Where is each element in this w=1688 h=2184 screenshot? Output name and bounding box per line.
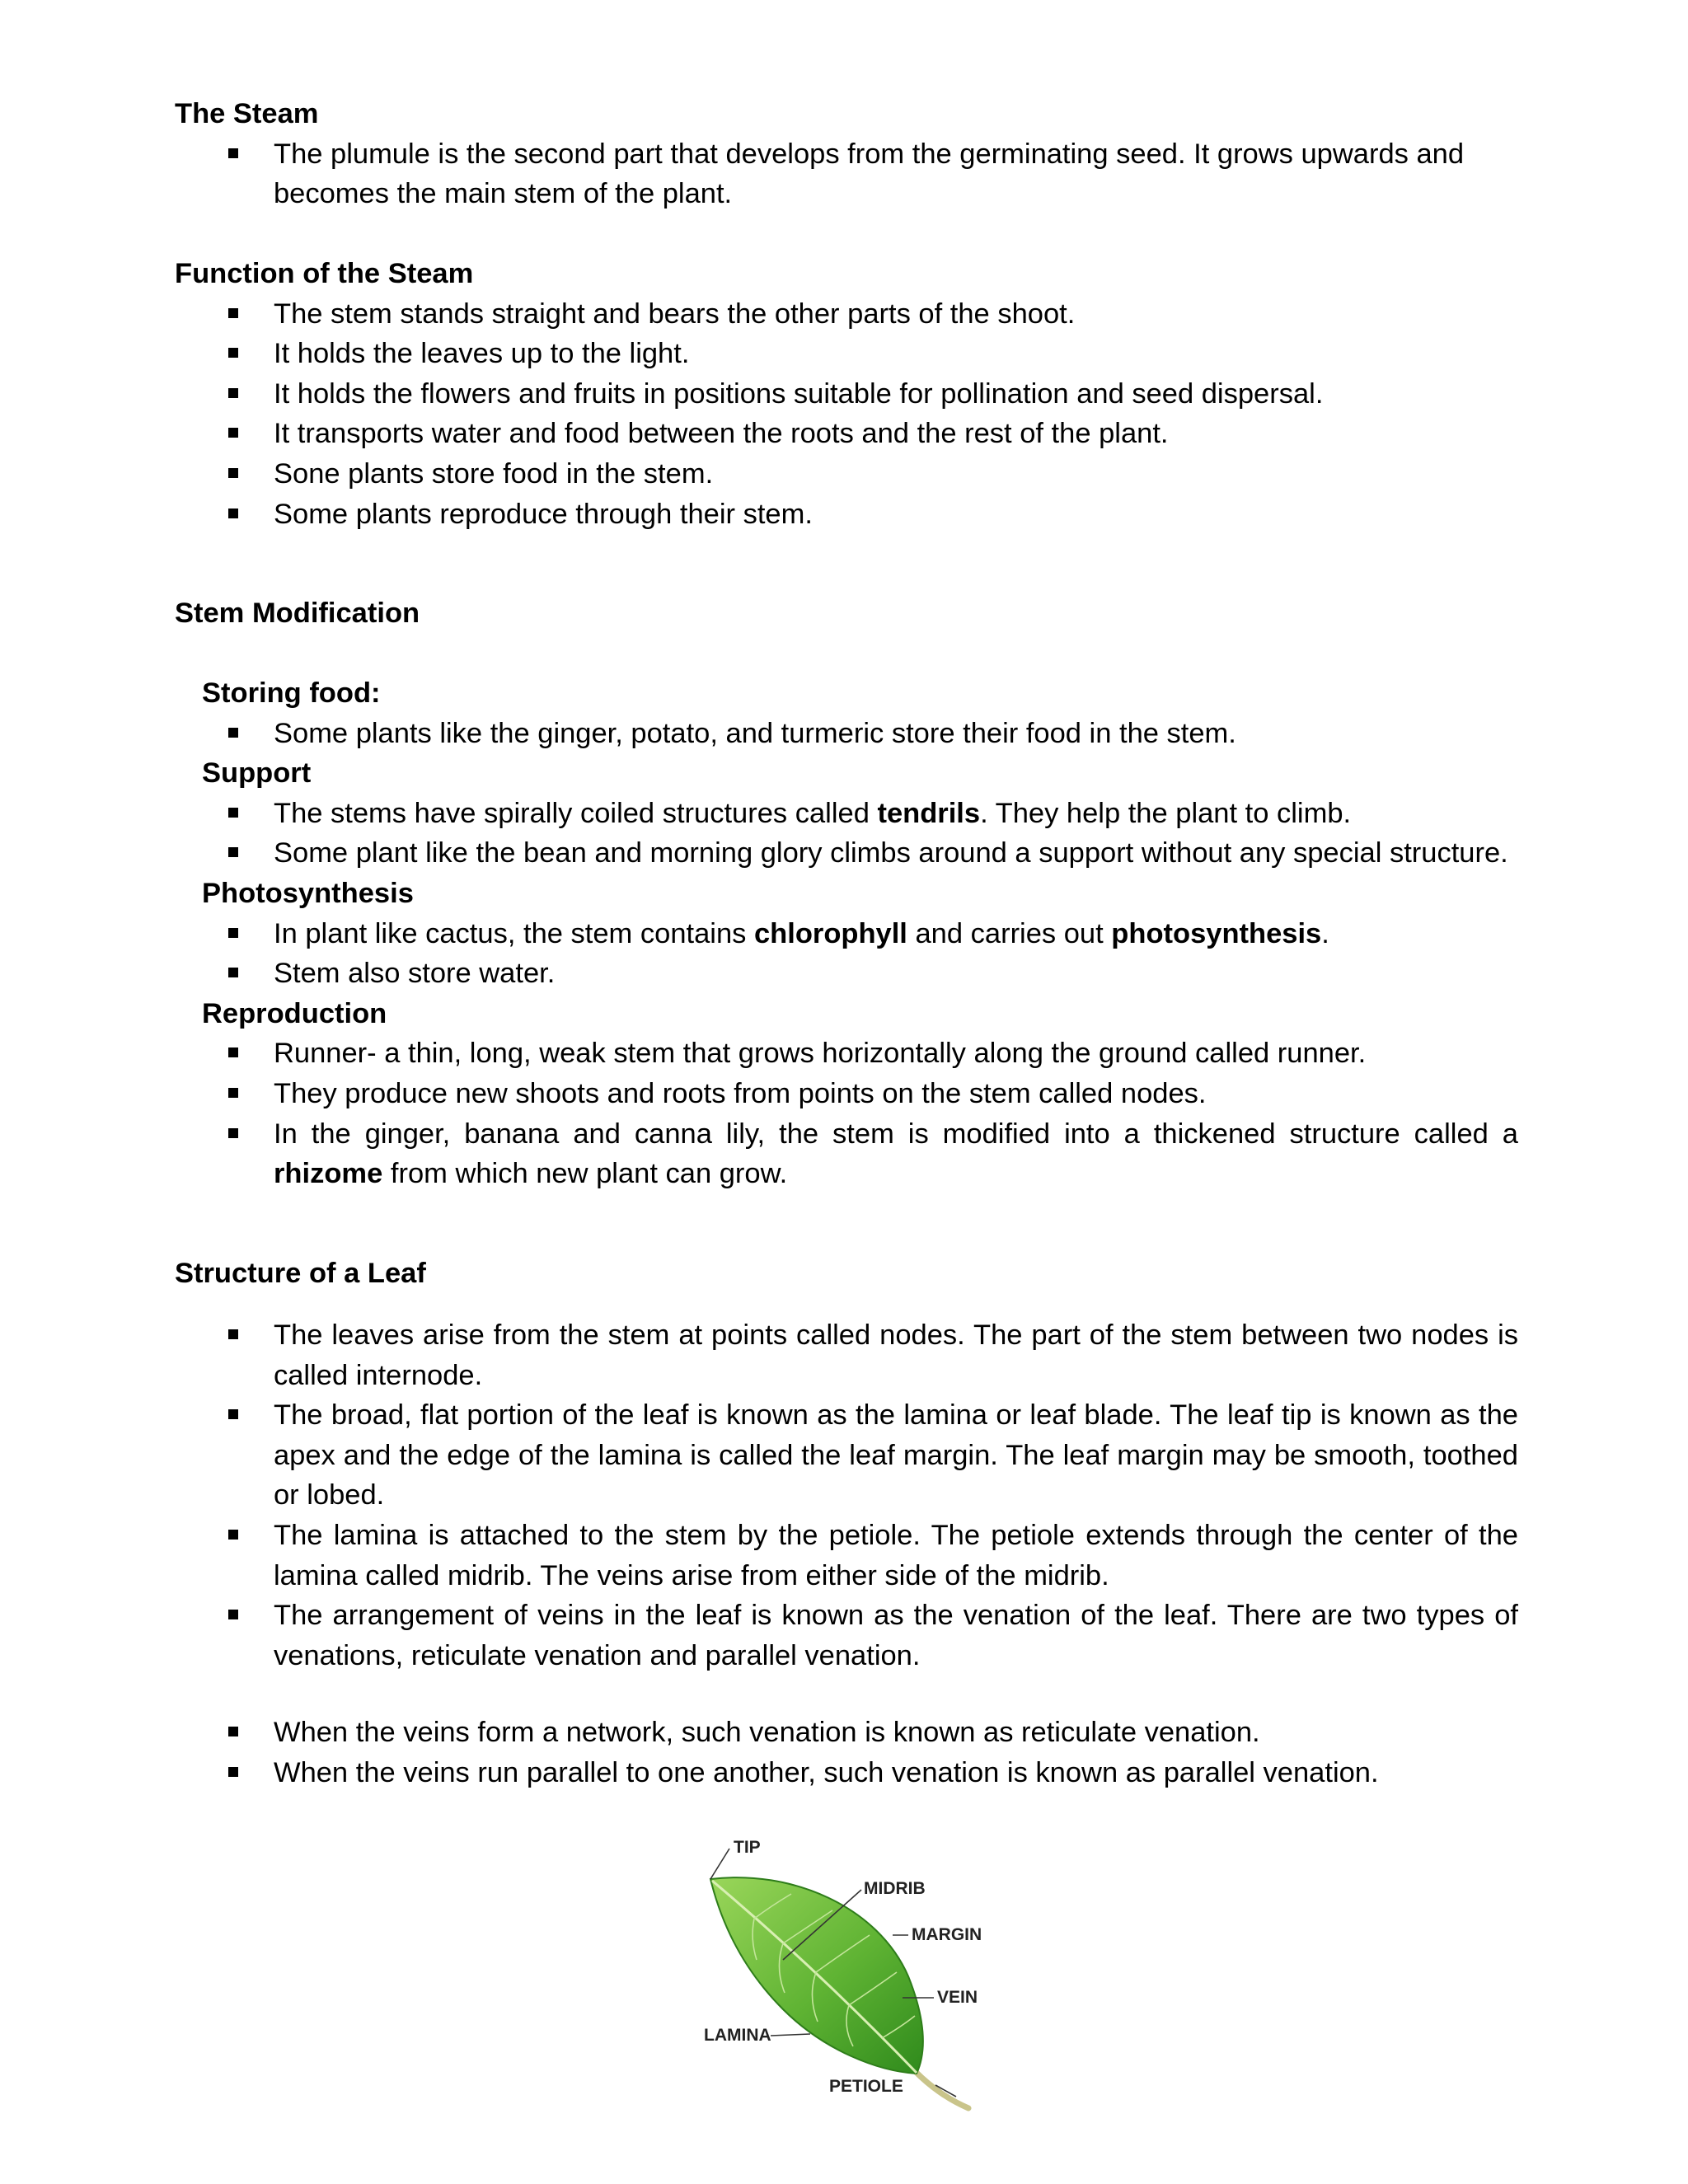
leaf-illustration xyxy=(692,1828,1022,2121)
list-item: In plant like cactus, the stem contains chlorophyll and carries out photosynthesis. xyxy=(175,914,1518,954)
square-bullet-icon xyxy=(228,509,238,518)
bullet-list xyxy=(175,914,1518,994)
list-item: Sone plants store food in the stem. xyxy=(175,454,1518,494)
list-item: Stem also store water. xyxy=(175,954,1518,994)
bullet-list xyxy=(175,134,1518,214)
square-bullet-icon xyxy=(228,928,238,938)
section-function-of-the-steam xyxy=(175,254,1518,534)
heading-stem-modification: Stem Modification xyxy=(175,598,420,629)
square-bullet-icon xyxy=(228,348,238,358)
square-bullet-icon xyxy=(228,728,238,738)
square-bullet-icon xyxy=(228,968,238,977)
subheading-storing-food: Storing food: xyxy=(202,677,381,709)
list-item: It holds the leaves up to the light. xyxy=(175,334,1518,374)
bullet-list xyxy=(175,1315,1518,1675)
list-item: The broad, flat portion of the leaf is known as the lamina or leaf blade. The leaf tip is known as the apex and the edge of the lamina is called the leaf margin. The leaf margin may be smooth, toothed or lobed. xyxy=(175,1395,1518,1516)
venation-list xyxy=(175,1713,1518,1793)
bullet-list xyxy=(175,294,1518,535)
square-bullet-icon xyxy=(228,148,238,158)
square-bullet-icon xyxy=(228,1329,238,1339)
leaf-diagram xyxy=(692,1828,1022,2121)
leaf-petiole-shape xyxy=(915,2071,968,2108)
list-item: The leaves arise from the stem at points called nodes. The part of the stem between two nodes is called internode. xyxy=(175,1315,1518,1395)
section-structure-of-a-leaf xyxy=(175,1254,1518,1294)
leaf-structure-list xyxy=(175,1315,1518,1675)
label-tip: TIP xyxy=(734,1838,761,1857)
square-bullet-icon xyxy=(228,388,238,398)
bullet-list xyxy=(175,794,1518,874)
heading-function: Function of the Steam xyxy=(175,258,474,289)
subsections-stem-modification xyxy=(175,673,1518,1194)
label-lamina: LAMINA xyxy=(704,2026,771,2045)
list-item: The lamina is attached to the stem by the petiole. The petiole extends through the center of the lamina called midrib. The veins arise from either side of the midrib. xyxy=(175,1516,1518,1596)
list-item: The arrangement of veins in the leaf is known as the venation of the leaf. There are two types of venations, reticulate venation and parallel venation. xyxy=(175,1596,1518,1675)
list-item: The stems have spirally coiled structures called tendrils. They help the plant to climb. xyxy=(175,794,1518,834)
square-bullet-icon xyxy=(228,847,238,857)
subheading-photosynthesis: Photosynthesis xyxy=(202,877,414,909)
list-item: When the veins run parallel to one another, such venation is known as parallel venation. xyxy=(175,1753,1518,1793)
list-item: In the ginger, banana and canna lily, the stem is modified into a thickened structure called a rhizome from which new plant can grow. xyxy=(175,1114,1518,1194)
square-bullet-icon xyxy=(228,1727,238,1736)
label-midrib: MIDRIB xyxy=(864,1879,926,1898)
bullet-list xyxy=(175,714,1518,754)
section-the-steam xyxy=(175,94,1518,214)
label-vein: VEIN xyxy=(937,1988,978,2007)
bullet-list xyxy=(175,1713,1518,1793)
subheading-reproduction: Reproduction xyxy=(202,997,387,1029)
term-rhizome: rhizome xyxy=(274,1158,383,1190)
square-bullet-icon xyxy=(228,1610,238,1619)
list-item: Some plant like the bean and morning glory climbs around a support without any special structure. xyxy=(175,833,1518,874)
list-item: Some plants reproduce through their stem. xyxy=(175,494,1518,535)
square-bullet-icon xyxy=(228,1409,238,1419)
label-petiole: PETIOLE xyxy=(829,2077,903,2096)
list-item: It holds the flowers and fruits in positions suitable for pollination and seed dispersal. xyxy=(175,374,1518,415)
square-bullet-icon xyxy=(228,1128,238,1138)
square-bullet-icon xyxy=(228,1088,238,1098)
list-item: The plumule is the second part that develops from the germinating seed. It grows upwards and becomes the main stem of the plant. xyxy=(175,134,1518,214)
heading-structure-of-a-leaf: Structure of a Leaf xyxy=(175,1258,426,1289)
term-photosynthesis: photosynthesis xyxy=(1111,917,1322,949)
subheading-support: Support xyxy=(202,757,312,790)
term-chlorophyll: chlorophyll xyxy=(753,917,907,949)
square-bullet-icon xyxy=(228,1530,238,1540)
list-item: The stem stands straight and bears the other parts of the shoot. xyxy=(175,294,1518,335)
list-item: Runner- a thin, long, weak stem that grows horizontally along the ground called runner. xyxy=(175,1033,1518,1074)
list-item: They produce new shoots and roots from points on the stem called nodes. xyxy=(175,1074,1518,1114)
bullet-list xyxy=(175,1033,1518,1193)
list-item: Some plants like the ginger, potato, and turmeric store their food in the stem. xyxy=(175,714,1518,754)
square-bullet-icon xyxy=(228,428,238,438)
square-bullet-icon xyxy=(228,1767,238,1777)
square-bullet-icon xyxy=(228,468,238,478)
label-margin: MARGIN xyxy=(912,1925,982,1944)
square-bullet-icon xyxy=(228,1047,238,1057)
section-stem-modification xyxy=(175,593,1518,634)
list-item: It transports water and food between the roots and the rest of the plant. xyxy=(175,414,1518,454)
square-bullet-icon xyxy=(228,308,238,318)
square-bullet-icon xyxy=(228,808,238,818)
heading-the-steam: The Steam xyxy=(175,98,319,129)
list-item: When the veins form a network, such venation is known as reticulate venation. xyxy=(175,1713,1518,1753)
term-tendrils: tendrils xyxy=(877,797,981,829)
